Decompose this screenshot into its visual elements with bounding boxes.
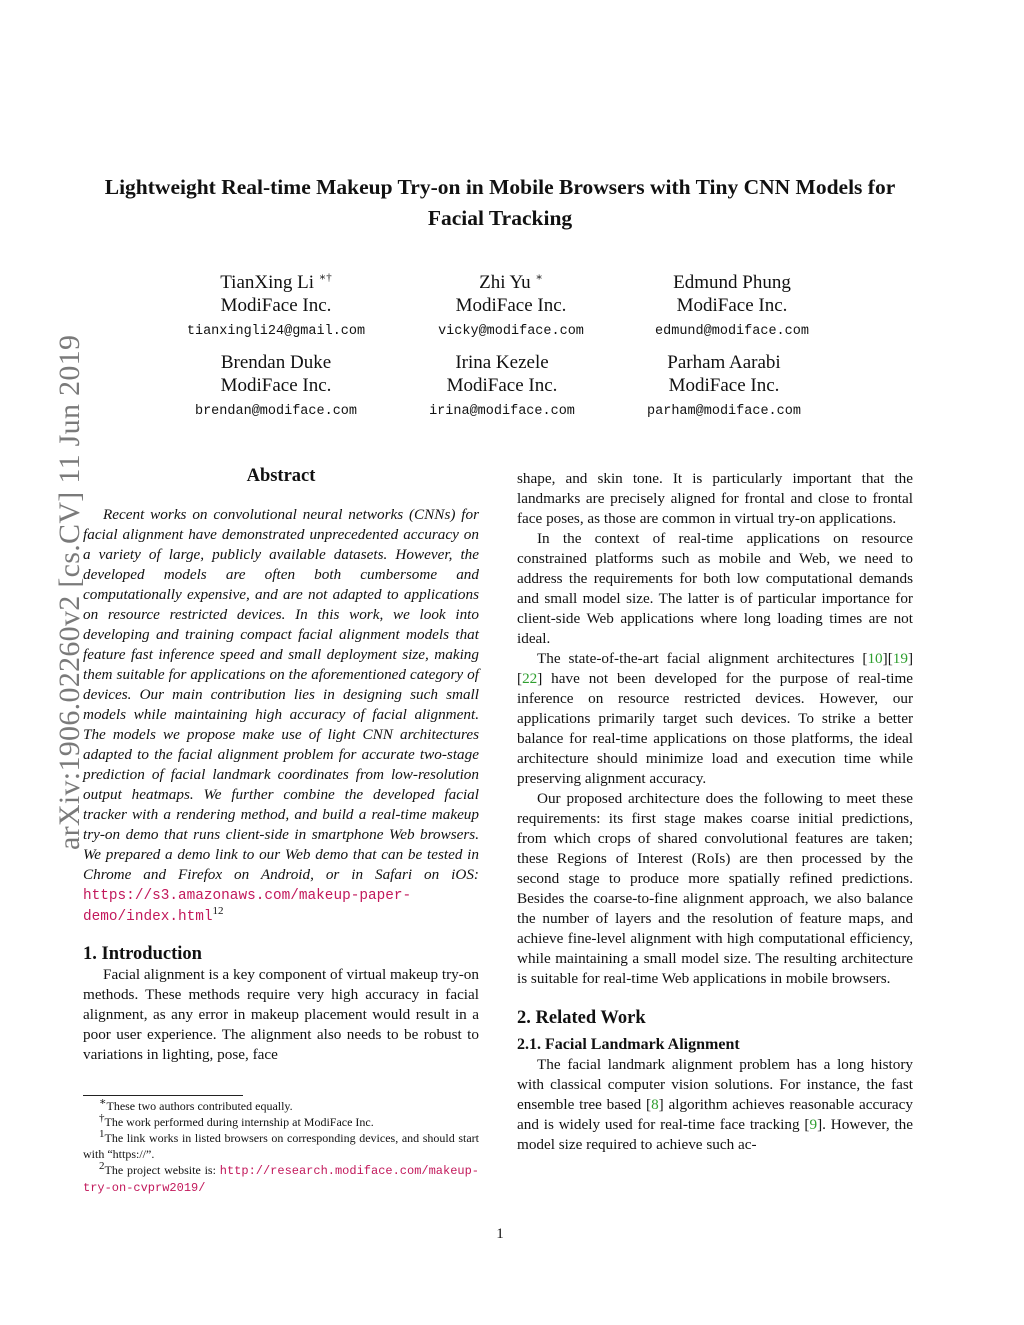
author-affiliation: ModiFace Inc. (220, 375, 332, 396)
author-affiliation: ModiFace Inc. (455, 295, 567, 316)
author-block (146, 271, 406, 345)
author-block (372, 351, 632, 425)
paragraph-text: have not been developed for the purpose of real-time inference on resource restricted devices. However, our applications primarily target such devices. To strike a better balance for real-time applications on those platforms, the ideal architecture should minimize load and execution time while preserving alignment accuracy. (517, 670, 913, 787)
citation-link[interactable]: 19 (892, 650, 908, 667)
footnote-text: The work performed during internship at ModiFace Inc. (104, 1115, 374, 1129)
author-block (602, 271, 862, 345)
author-affiliation: ModiFace Inc. (668, 375, 780, 396)
footnote-mark: † (99, 1112, 105, 1124)
footnote-divider (83, 1095, 243, 1096)
author-name: TianXing Li (220, 272, 315, 293)
author-name: Brendan Duke (220, 352, 332, 373)
footnote-text: The link works in listed browsers on corresponding devices, and should start with “https://”. (83, 1131, 479, 1161)
footnote (83, 1114, 479, 1130)
author-email[interactable]: irina@modiface.com (429, 404, 575, 419)
paragraph: Our proposed architecture does the following to meet these requirements: its first stage makes coarse initial predictions, from which crops of shared convolutional features are taken; these Regions of Interest (RoIs) are then processed by the second stage to produce more spatially refined predictions. Besides the coarse-to-fine alignment approach, we also balance the number of layers and the resolution of feature maps, and achieve fine-level alignment with high computational efficiency, while maintaining a small model size. The resulting architecture is suitable for real-time Web applications in mobile browsers. (517, 790, 913, 987)
paper-title: Lightweight Real-time Makeup Try-on in Mobile Browsers with Tiny CNN Models for Facial Tracking (104, 175, 896, 230)
paragraph: Facial alignment is a key component of virtual makeup try-on methods. These methods require very high accuracy in facial alignment, as any error in makeup placement would result in a poor user experience. The alignment also needs to be robust to variations in lighting, pose, face (83, 966, 479, 1063)
author-affiliation: ModiFace Inc. (676, 295, 788, 316)
paragraph: In the context of real-time applications on resource constrained platforms such as mobile and Web, we need to address the requirements for both low computational demands and small model size. The latter is of particular importance for client-side Web applications where long loading times are not ideal. (517, 530, 913, 647)
paragraph-text: The facial landmark alignment problem has a long history with classical computer vision solutions. For instance, the fast ensemble tree based (517, 1056, 913, 1113)
author-name: Edmund Phung (673, 272, 791, 293)
author-email[interactable]: edmund@modiface.com (655, 324, 809, 339)
author-name: Zhi Yu (479, 272, 531, 293)
author-marks: ∗ (535, 271, 543, 284)
citation-link[interactable]: 9 (809, 1116, 818, 1133)
author-email[interactable]: vicky@modiface.com (438, 324, 584, 339)
footnote-mark: 2 (99, 1160, 105, 1172)
author-email[interactable]: brendan@modiface.com (194, 404, 358, 419)
author-email[interactable]: parham@modiface.com (647, 404, 801, 419)
paragraph: shape, and skin tone. It is particularly important that the landmarks are precisely aligned for frontal and close to frontal face poses, as those are common in virtual try-on applications. (517, 470, 913, 527)
author-name: Irina Kezele (455, 352, 549, 373)
paragraph-text: algorithm achieves reasonable accuracy and is widely used for real-time face tracking (517, 1096, 913, 1133)
project-website-link[interactable]: http://research.modiface.com/makeup-try-on-cvprw2019/ (83, 1164, 480, 1195)
footnote (83, 1162, 479, 1196)
footnote-mark: 1 (99, 1128, 105, 1140)
author-affiliation: ModiFace Inc. (446, 375, 558, 396)
footnote-text: These two authors contributed equally. (106, 1099, 293, 1113)
footnote (83, 1130, 479, 1162)
author-email[interactable]: tianxingli24@gmail.com (186, 324, 366, 339)
paragraph-text: The state-of-the-art facial alignment architectures (537, 650, 855, 667)
author-affiliation: ModiFace Inc. (220, 295, 332, 316)
paragraph: The state-of-the-art facial alignment architectures [10][19][22] have not been developed for the purpose of real-time inference on resource restricted devices. However, our applications primarily target such devices. To strike a better balance for real-time applications on those platforms, the ideal architecture should minimize load and execution time while preserving alignment accuracy. (517, 650, 914, 787)
footnote-text: The project website is: (104, 1163, 216, 1177)
right-column (517, 469, 913, 1155)
author-block (594, 351, 854, 425)
footnote (83, 1098, 479, 1114)
citation-link[interactable]: 10 (867, 650, 883, 667)
paragraph-text: . However, the model size required to achieve such ac- (517, 1116, 913, 1153)
demo-link[interactable]: https://s3.amazonaws.com/makeup-paper-demo/index.html (83, 888, 412, 925)
citation-link[interactable]: 8 (651, 1096, 659, 1113)
page-number: 1 (496, 1226, 504, 1242)
abstract-heading: Abstract (246, 466, 316, 486)
left-column (83, 466, 479, 1065)
section-heading: 1. Introduction (83, 944, 202, 964)
author-block (146, 351, 406, 425)
author-marks: ∗† (318, 271, 332, 284)
subsection-heading: 2.1. Facial Landmark Alignment (517, 1036, 740, 1053)
footnote-ref: 12 (212, 904, 224, 917)
arxiv-stamp: arXiv:1906.02260v2 [cs.CV] 11 Jun 2019 (53, 334, 86, 850)
citation-link[interactable]: 22 (522, 670, 538, 687)
footnotes (83, 1098, 479, 1196)
footnote-mark: ∗ (99, 1096, 107, 1108)
paragraph: The facial landmark alignment problem has a long history with classical computer vision solutions. For instance, the fast ensemble tree based [8] algorithm achieves reasonable accuracy and is widely used for real-time face tracking [9]. However, the model size required to achieve such ac- (517, 1056, 913, 1153)
abstract-body (83, 505, 479, 927)
author-name: Parham Aarabi (667, 352, 781, 373)
section-heading: 2. Related Work (517, 1008, 646, 1028)
abstract-text: Recent works on convolutional neural networks (CNNs) for facial alignment have demonstrated unprecedented accuracy on a variety of large, publicly available datasets. However, the developed models are often both cumbersome and computationally expensive, and are not adapted to applications on resource restricted devices. In this work, we look into developing and training compact facial alignment models that feature fast inference speed and small deployment size, making them suitable for applications on the aforementioned category of devices. Our main contribution lies in designing such small models while maintaining high accuracy of facial alignment. The models we propose make use of light CNN architectures adapted to the facial alignment problem for accurate two-stage prediction of facial landmark coordinates from low-resolution output heatmaps. We further combine the developed facial tracker with a rendering method, and build a real-time makeup try-on demo that runs client-side in smartphone Web browsers. We prepared a demo link to our Web demo that can be tested in Chrome and Firefox on Android, or in Safari on iOS: (83, 506, 479, 883)
